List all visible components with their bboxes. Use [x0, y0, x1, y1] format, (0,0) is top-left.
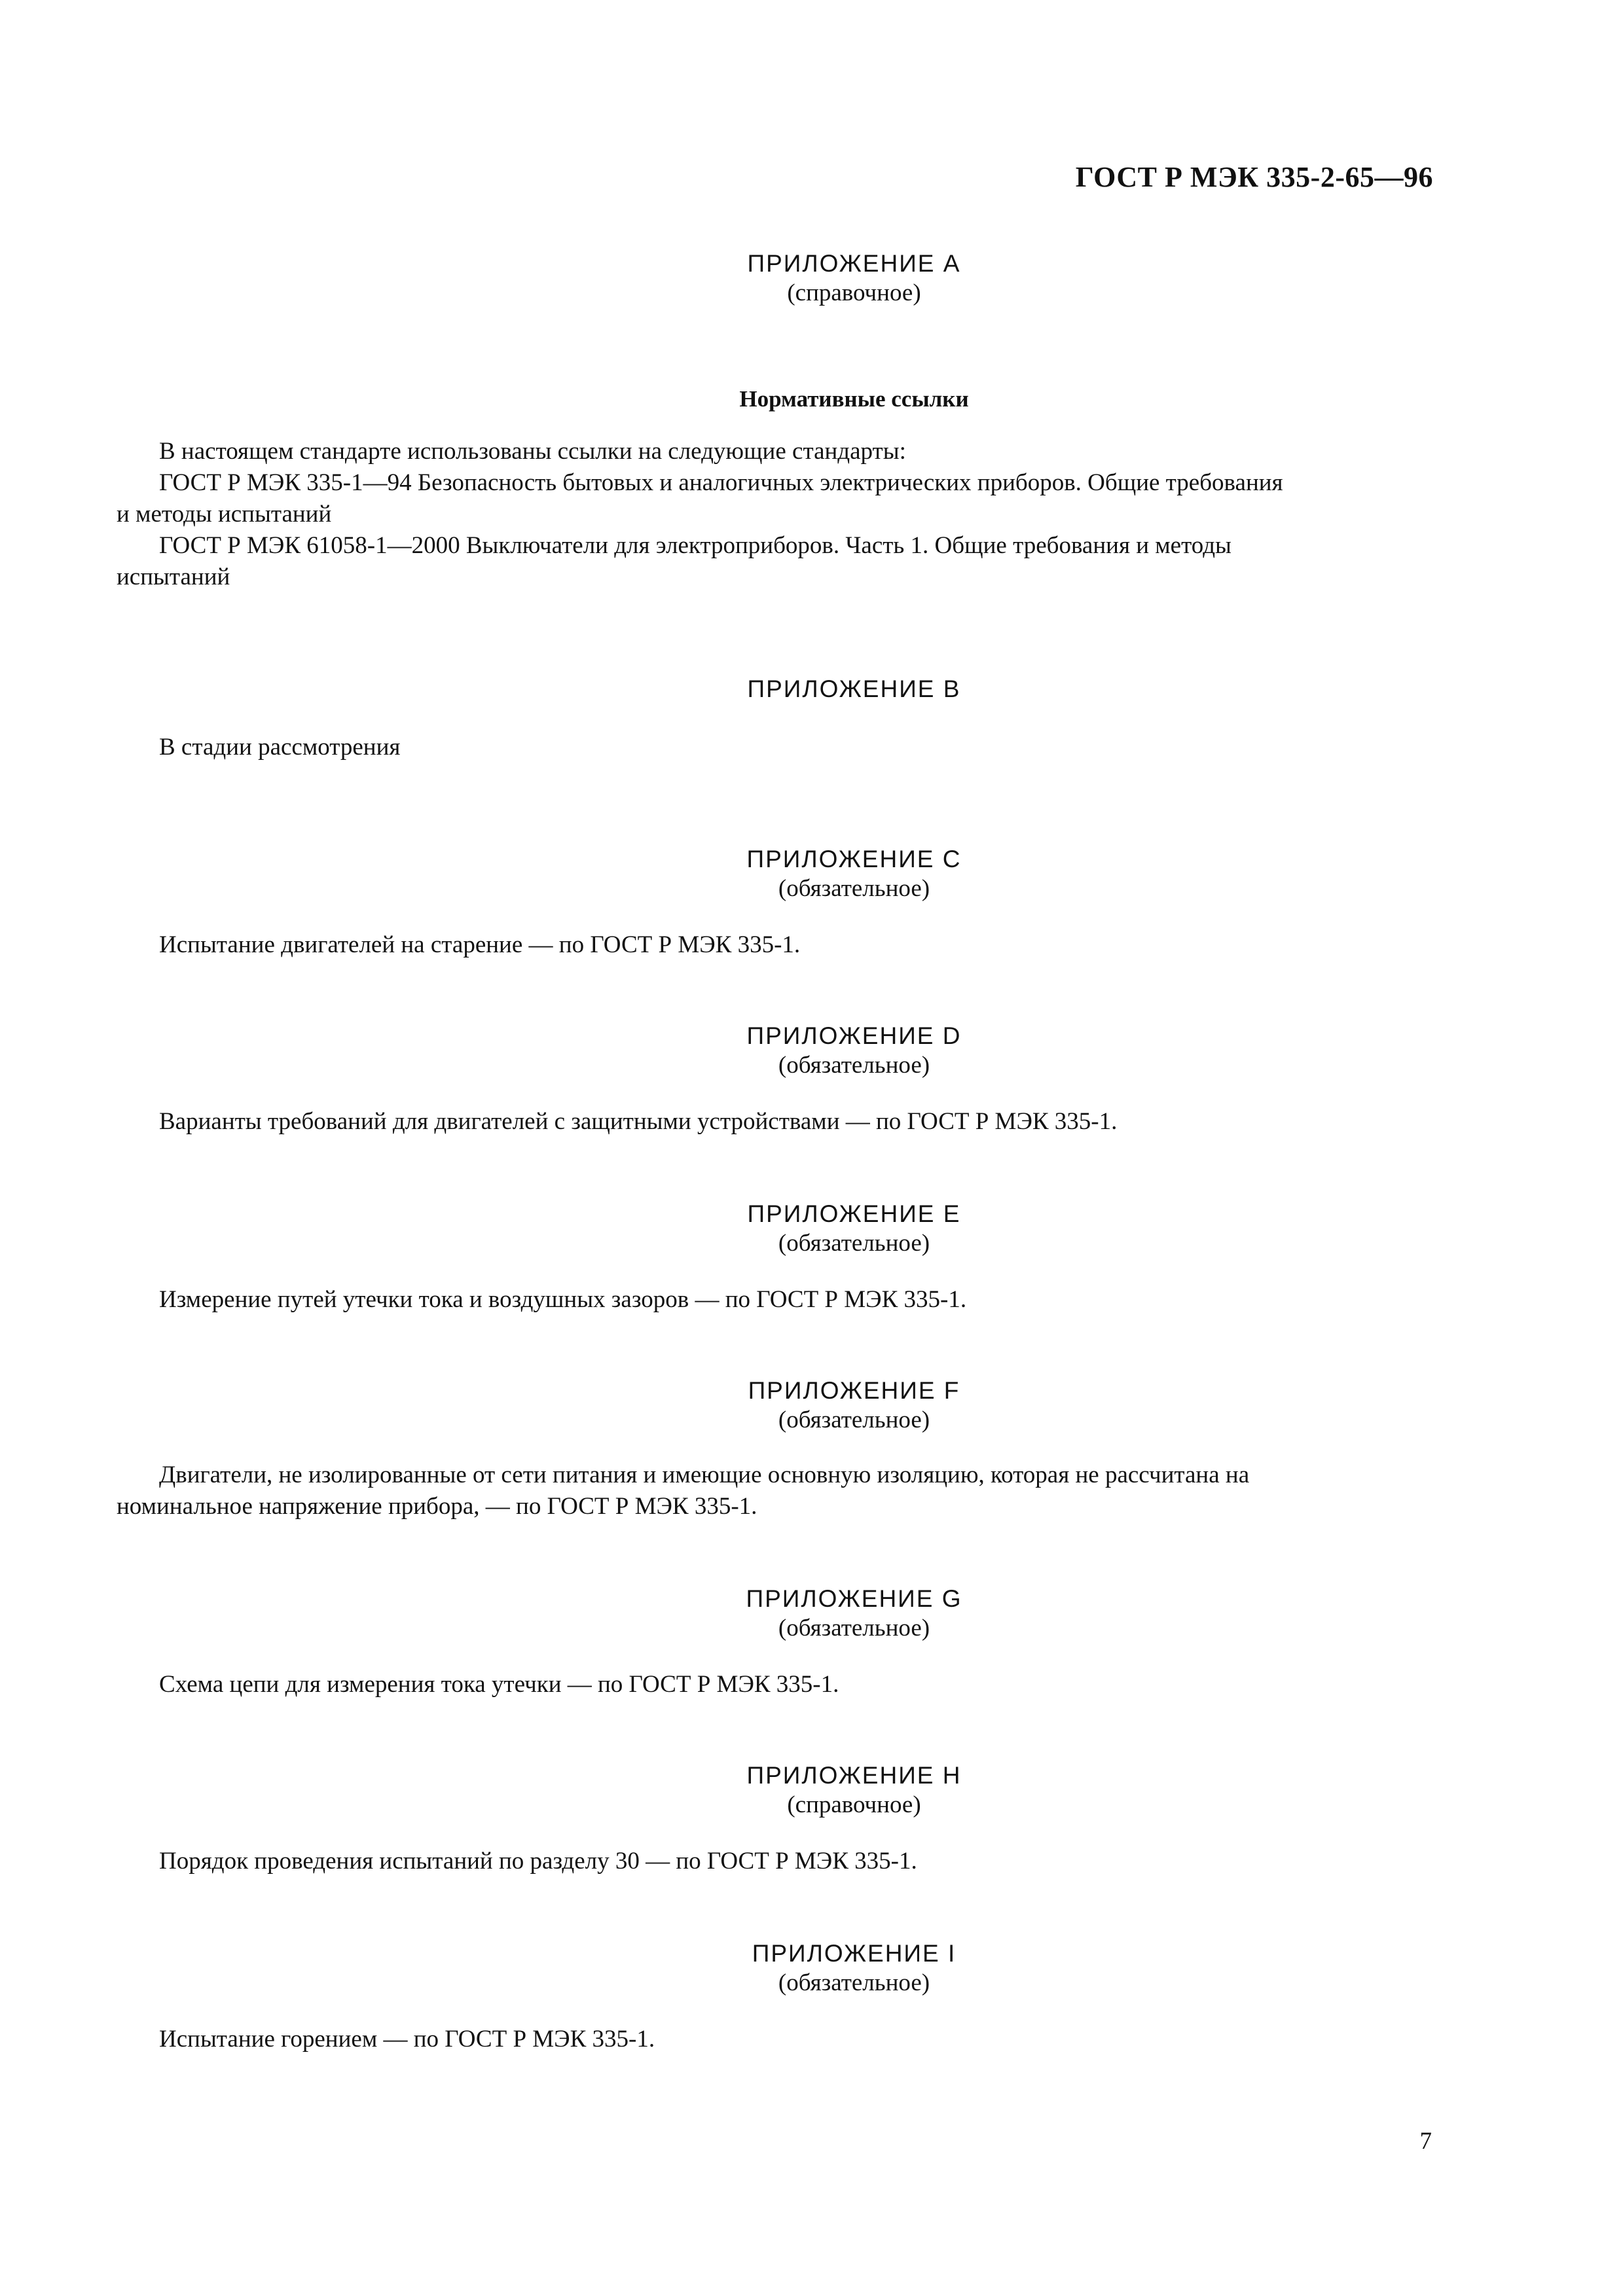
appendix-d-status: (обязательное) [778, 1052, 930, 1079]
appendix-i-header [0, 1939, 1623, 1998]
appendix-h-title: ПРИЛОЖЕНИЕ Н [746, 1762, 962, 1789]
appendix-c-header [0, 844, 1623, 903]
appendix-a-title: ПРИЛОЖЕНИЕ А [747, 250, 961, 277]
appendix-g-title: ПРИЛОЖЕНИЕ G [746, 1585, 962, 1612]
appendix-f-text [117, 1460, 1432, 1522]
appendix-c-text: Испытание двигателей на старение — по ГОСТ Р МЭК 335-1. [159, 931, 801, 958]
appendix-a-heading: Нормативные ссылки [739, 386, 969, 412]
appendix-d-header [0, 1021, 1623, 1080]
appendix-d-title: ПРИЛОЖЕНИЕ D [746, 1022, 962, 1049]
appendix-i-text: Испытание горением — по ГОСТ Р МЭК 335-1. [159, 2026, 655, 2053]
appendix-g-status: (обязательное) [778, 1615, 930, 1641]
appendix-f-text-line-1: Двигатели, не изолированные от сети питания и имеющие основную изоляцию, которая не рассчитана на [159, 1462, 1250, 1488]
appendix-a-ref-1 [117, 467, 1432, 530]
appendix-e-status: (обязательное) [778, 1230, 930, 1257]
appendix-a-status: (справочное) [787, 279, 921, 306]
appendix-c-status: (обязательное) [778, 875, 930, 902]
appendix-i-status: (обязательное) [778, 1969, 930, 1996]
appendix-g-header [0, 1584, 1623, 1643]
appendix-b-header [0, 674, 1623, 704]
appendix-a-ref-2 [117, 530, 1432, 593]
appendix-a-ref-2-line-1: ГОСТ Р МЭК 61058-1—2000 Выключатели для электроприборов. Часть 1. Общие требования и методы [159, 532, 1231, 559]
appendix-a-header [0, 249, 1623, 308]
appendix-e-header [0, 1199, 1623, 1258]
page-number: 7 [1419, 2128, 1432, 2155]
appendix-f-title: ПРИЛОЖЕНИЕ F [748, 1377, 960, 1404]
appendix-g-text: Схема цепи для измерения тока утечки — по ГОСТ Р МЭК 335-1. [159, 1671, 839, 1698]
appendix-e-title: ПРИЛОЖЕНИЕ Е [747, 1200, 961, 1227]
appendix-a-ref-1-line-2: и методы испытаний [117, 501, 332, 528]
appendix-f-status: (обязательное) [778, 1407, 930, 1433]
appendix-b-text: В стадии рассмотрения [159, 734, 401, 761]
appendix-a-ref-1-line-1: ГОСТ Р МЭК 335-1—94 Безопасность бытовых и аналогичных электрических приборов. Общие требования [159, 469, 1283, 496]
appendix-f-text-line-2: номинальное напряжение прибора, — по ГОСТ Р МЭК 335-1. [117, 1493, 757, 1520]
appendix-c-title: ПРИЛОЖЕНИЕ С [746, 846, 962, 872]
appendix-a-intro: В настоящем стандарте использованы ссылки на следующие стандарты: [159, 438, 906, 465]
appendix-a-ref-2-line-2: испытаний [117, 564, 230, 590]
appendix-f-header [0, 1376, 1623, 1435]
appendix-i-title: ПРИЛОЖЕНИЕ I [752, 1940, 957, 1967]
appendix-h-text: Порядок проведения испытаний по разделу 30 — по ГОСТ Р МЭК 335-1. [159, 1848, 917, 1874]
appendix-h-header [0, 1761, 1623, 1820]
document-code: ГОСТ Р МЭК 335-2-65—96 [1075, 161, 1433, 193]
appendix-b-title: ПРИЛОЖЕНИЕ В [747, 675, 961, 702]
appendix-e-text: Измерение путей утечки тока и воздушных зазоров — по ГОСТ Р МЭК 335-1. [159, 1286, 967, 1313]
appendix-d-text: Варианты требований для двигателей с защитными устройствами — по ГОСТ Р МЭК 335-1. [159, 1108, 1118, 1135]
appendix-h-status: (справочное) [787, 1791, 921, 1818]
